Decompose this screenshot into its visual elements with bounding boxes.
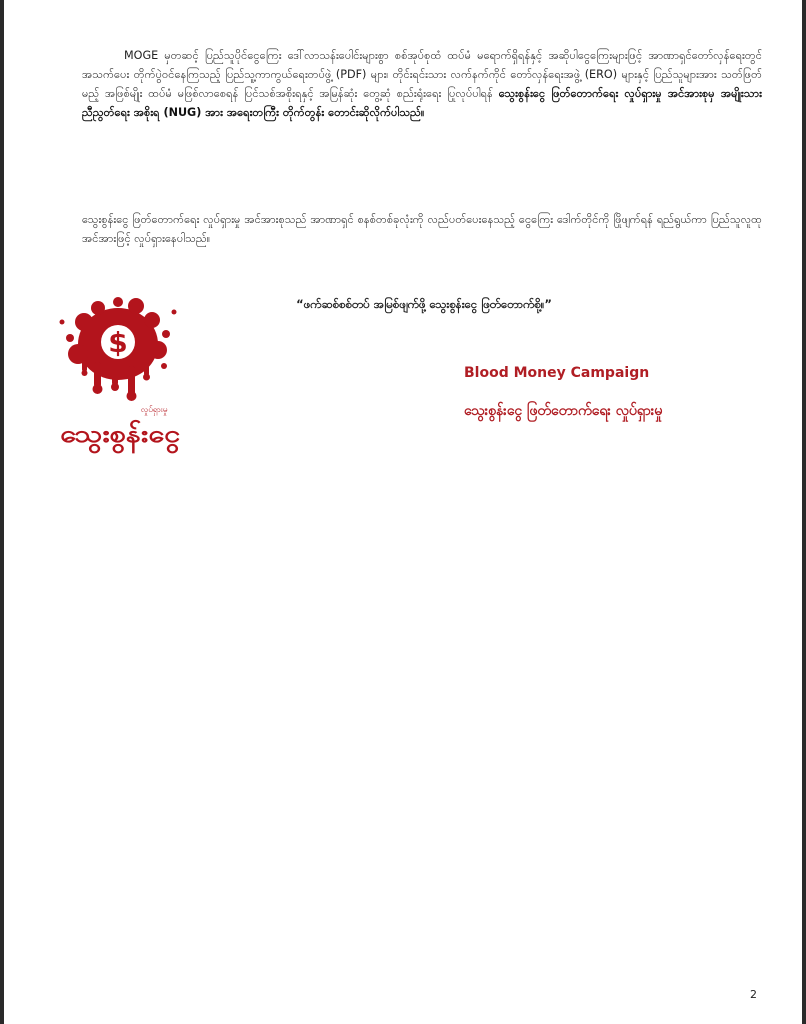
campaign-name-burmese: သွေးစွန်းငွေ ဖြတ်တောက်ရေး လှုပ်ရှားမှု (464, 403, 663, 419)
logo-main-text: သွေးစွန်းငွေ (60, 420, 160, 448)
campaign-name-english: Blood Money Campaign (464, 365, 650, 381)
page-number: 2 (750, 988, 757, 1001)
paragraph-2: သွေးစွန်းငွေ ဖြတ်တောက်ရေး လှုပ်ရှားမှု အင်အားစုသည် အာဏာရှင် စနစ်တစ်ခုလုံးကို လည်ပတ်ပေးနေသည့် ငွေကြေး ဒေါက်တိုင်ကို ဖြိုဖျက်ရန် ရည်ရွယ်ကာ ပြည်သူလူထုအင်အားဖြင့် လှုပ်ရှားနေပါသည်။ (82, 213, 762, 245)
logo-small-text: လှုပ်ရှားမှု (140, 405, 168, 414)
paragraph-1-text: MOGE မှတဆင့် ပြည်သူပိုင်ငွေကြေး ဒေါ်လာသန်းပေါင်းများစွာ စစ်အုပ်စုထံ ထပ်မံ မရောက်ရှိရန်နှင့် အဆိုပါငွေကြေးများဖြင့် အာဏာရှင်တော်လှန်ရေးတွင် အသက်ပေး တိုက်ပွဲဝင်နေကြသည့် ပြည်သူ့ကာကွယ်ရေးတပ်ဖွဲ့ (PDF) များ၊ တိုင်းရင်းသား လက်နက်ကိုင် တော်လှန်ရေးအဖွဲ့ (ERO) များနှင့် ပြည်သူများအား သတ်ဖြတ်မည့် အဖြစ်မျိုး ထပ်မံ မဖြစ်လာစေရန် ပြင်သစ်အစိုးရနှင့် အမြန်ဆုံး တွေ့ဆုံ စည်းရုံးရေး ပြုလုပ်ပါရန် (82, 49, 762, 100)
blood-splatter-dollar-icon (54, 292, 184, 462)
document-page (4, 0, 802, 1024)
logo-dollar-symbol: $ (108, 326, 128, 359)
paragraph-1 (82, 46, 762, 122)
slogan-quote: “ဖက်ဆစ်စစ်တပ် အမြစ်ဖျက်ဖို့ သွေးစွန်းငွေ ဖြတ်တောက်စို့။” (296, 297, 552, 311)
blood-money-logo (54, 292, 184, 462)
paragraph-1-bold-text: သွေးစွန်းငွေ ဖြတ်တောက်ရေး လှုပ်ရှားမှု အင်အားစုမှ အမျိုးသား ညီညွတ်ရေး အစိုးရ (NUG) အား အရေးတကြီး တိုက်တွန်း တောင်းဆိုလိုက်ပါသည်။ (82, 87, 762, 119)
